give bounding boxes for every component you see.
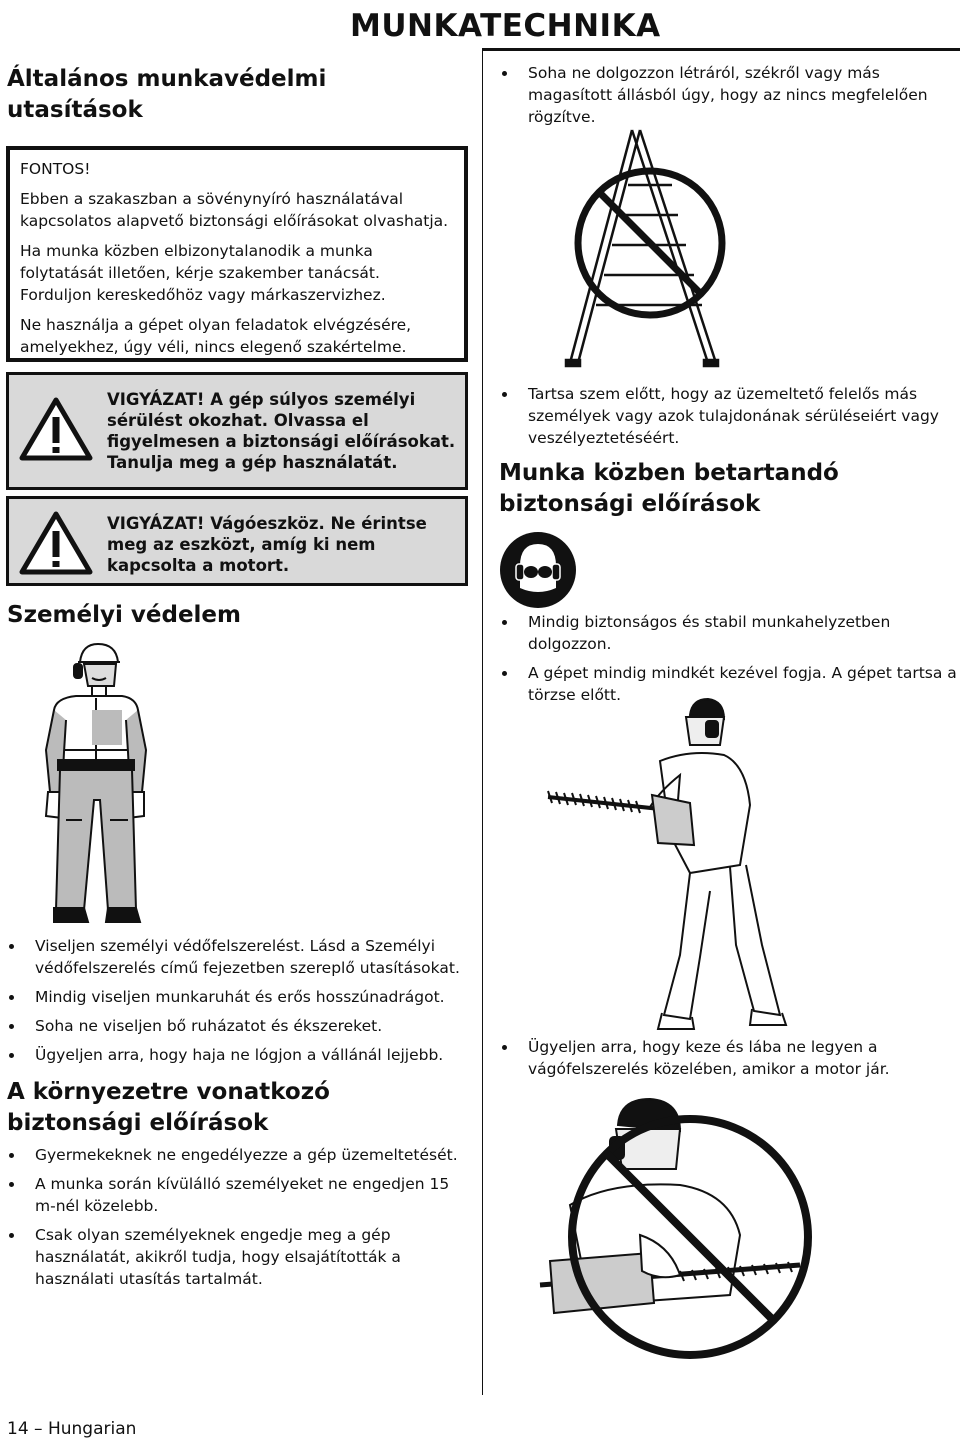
- list-item: A gépet mindig mindkét kezével fogja. A gépet tartsa a törzse előtt.: [500, 662, 960, 706]
- protective-gear-person-illustration: [36, 640, 156, 925]
- hands-near-blade-prohibited-illustration: [530, 1085, 830, 1385]
- important-paragraph-3: Ne használja a gépet olyan feladatok elvégzésére, amelyekhez, úgy véli, nincs elegenő szakértelme.: [20, 316, 412, 356]
- work-safety-heading: Munka közben betartandó biztonsági előírások: [499, 460, 839, 517]
- warning-box-1: [6, 372, 468, 490]
- important-paragraph-1: Ebben a szakaszban a sövénynyíró használatával kapcsolatos alapvető biztonsági előírásokat olvashatja.: [20, 190, 449, 230]
- important-paragraph-2: Ha munka közben elbizonytalanodik a munka folytatását illetően, kérje szakember tanácsát. Forduljon kereskedőhöz vagy márkaszervizhez.: [20, 242, 386, 304]
- list-item: Csak olyan személyeknek engedje meg a gép használatát, akikről tudja, hogy elsajátították a használati utasítás tartalmát.: [7, 1224, 467, 1290]
- column-divider: [482, 50, 483, 1395]
- responsibility-list: [500, 383, 940, 456]
- operator-with-hedge-trimmer-illustration: [540, 695, 790, 1035]
- environment-safety-heading: A környezetre vonatkozó biztonsági előírások: [7, 1079, 330, 1136]
- list-item: Ügyeljen arra, hogy keze és lába ne legyen a vágófelszerelés közelében, amikor a motor jár.: [500, 1036, 940, 1080]
- warning-text-1: VIGYÁZAT! A gép súlyos személyi sérülést okozhat. Olvassa el figyelmesen a biztonsági előírásokat. Tanulja meg a gép használatát.: [107, 390, 456, 472]
- list-item: Tartsa szem előtt, hogy az üzemeltető felelős más személyek vagy azok tulajdonának sérüléseiért vagy veszélyeztetéséért.: [500, 383, 940, 449]
- environment-safety-list: [7, 1144, 467, 1297]
- list-item: Viseljen személyi védőfelszerelést. Lásd a Személyi védőfelszerelés című fejezetben szereplő utasításokat.: [7, 935, 467, 979]
- list-item: Gyermekeknek ne engedélyezze a gép üzemeltetését.: [7, 1144, 467, 1166]
- personal-protection-heading: Személyi védelem: [7, 602, 241, 628]
- warning-triangle-icon: [19, 511, 93, 575]
- personal-protection-list: [7, 935, 467, 1073]
- list-item: Mindig biztonságos és stabil munkahelyzetben dolgozzon.: [500, 611, 960, 655]
- protective-equipment-icon: [498, 530, 578, 610]
- warning-box-2: [6, 496, 468, 586]
- warning-triangle-icon: [19, 397, 93, 461]
- list-item: Mindig viseljen munkaruhát és erős hosszúnadrágot.: [7, 986, 467, 1008]
- list-item: Ügyeljen arra, hogy haja ne lógjon a vállánál lejjebb.: [7, 1044, 467, 1066]
- important-notice-box: [6, 146, 468, 362]
- important-label: FONTOS!: [20, 160, 91, 178]
- list-item: Soha ne viseljen bő ruházatot és ékszereket.: [7, 1015, 467, 1037]
- section-title: MUNKATECHNIKA: [350, 8, 661, 44]
- list-item: Soha ne dolgozzon létráról, székről vagy más magasított állásból úgy, hogy az nincs megfelelően rögzítve.: [500, 62, 940, 128]
- hands-feet-warning-list: [500, 1036, 940, 1087]
- header-rule: [482, 48, 960, 51]
- page-footer: 14 – Hungarian: [7, 1419, 137, 1439]
- ladder-prohibited-illustration: [540, 125, 740, 370]
- list-item: A munka során kívülálló személyeket ne engedjen 15 m-nél közelebb.: [7, 1173, 467, 1217]
- warning-text-2: VIGYÁZAT! Vágóeszköz. Ne érintse meg az eszközt, amíg ki nem kapcsolta a motort.: [107, 514, 427, 575]
- general-safety-heading: Általános munkavédelmi utasítások: [7, 66, 327, 123]
